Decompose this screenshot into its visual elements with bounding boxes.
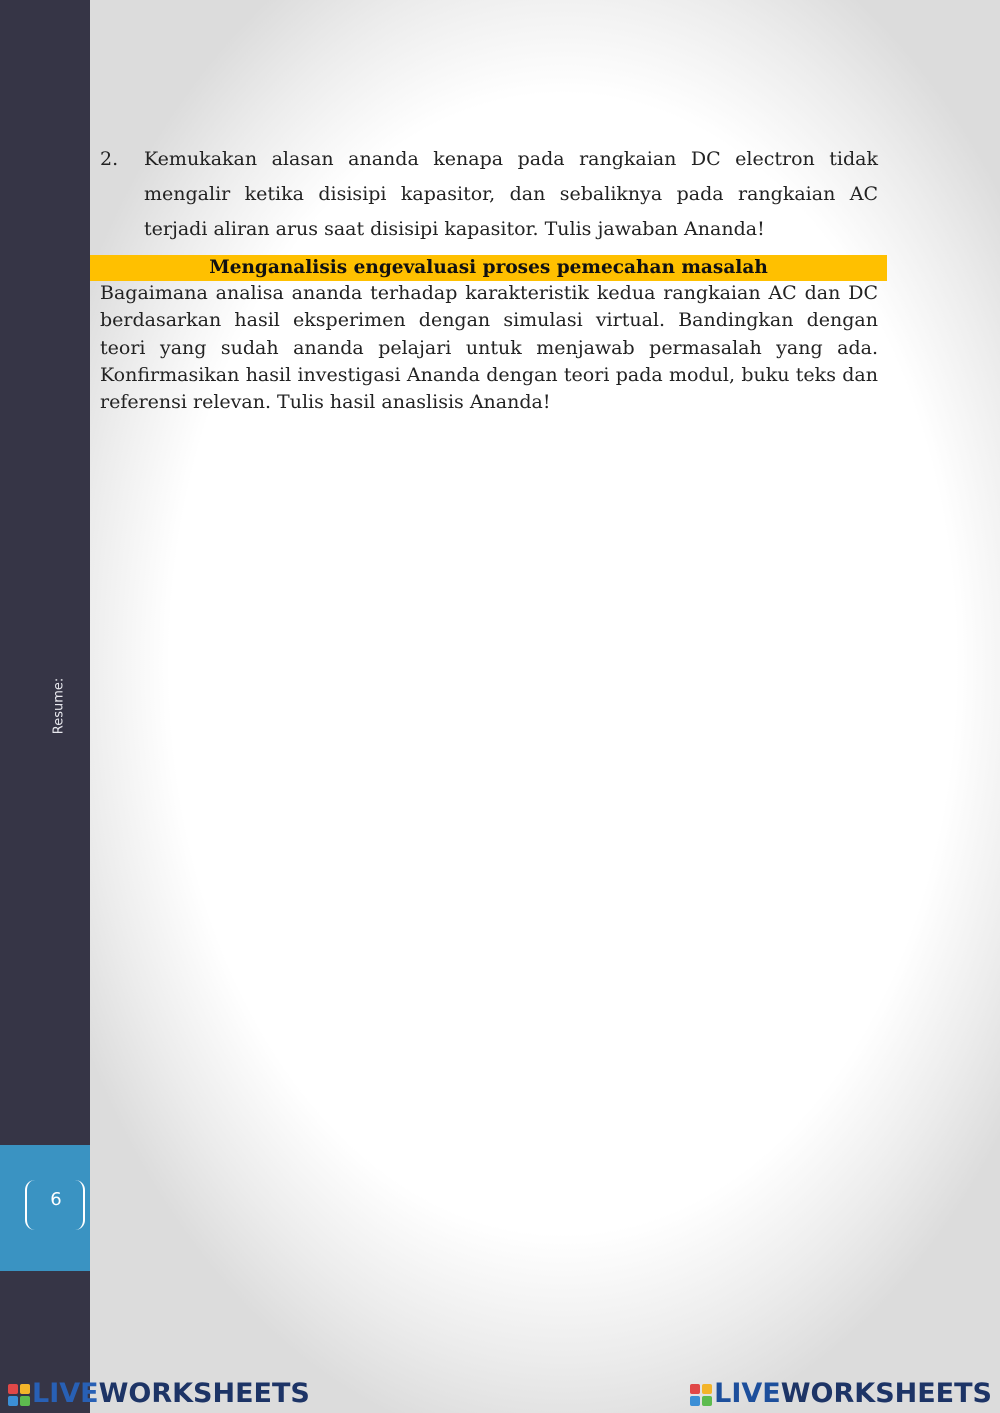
section-heading: Menganalisis engevaluasi proses pemecahan masalah — [209, 257, 768, 278]
section-heading-bar — [90, 255, 887, 281]
liveworksheets-logo-icon — [690, 1384, 712, 1406]
sidebar — [0, 0, 90, 1413]
page-number-box — [0, 1145, 90, 1271]
question-text: Kemukakan alasan ananda kenapa pada rangkaian DC electron tidak mengalir ketika disisipi kapasitor, dan sebaliknya pada rangkaian AC terjadi aliran arus saat disisipi kapasitor. Tulis jawaban Ananda! — [144, 148, 878, 240]
watermark-worksheets-text: WORKSHEETS — [780, 1378, 992, 1409]
resume-label: Resume: — [51, 677, 67, 735]
question-number: 2. — [100, 148, 119, 170]
watermark-live-text: LIVE — [714, 1378, 781, 1409]
page-number: 6 — [50, 1189, 62, 1210]
watermark-left — [8, 1378, 310, 1410]
watermark-live-text: LIVE — [32, 1378, 99, 1409]
liveworksheets-logo-icon — [8, 1384, 30, 1406]
section-body: Bagaimana analisa ananda terhadap karakteristik kedua rangkaian AC dan DC berdasarkan hasil eksperimen dengan simulasi virtual. Bandingkan dengan teori yang sudah ananda pelajari untuk menjawab permasalah yang ada. Konfirmasikan hasil investigasi Ananda dengan teori pada modul, buku teks dan referensi relevan. Tulis hasil anaslisis Ananda! — [100, 282, 878, 414]
question-item — [100, 142, 878, 247]
watermark-right — [690, 1378, 992, 1410]
watermark-worksheets-text: WORKSHEETS — [98, 1378, 310, 1409]
